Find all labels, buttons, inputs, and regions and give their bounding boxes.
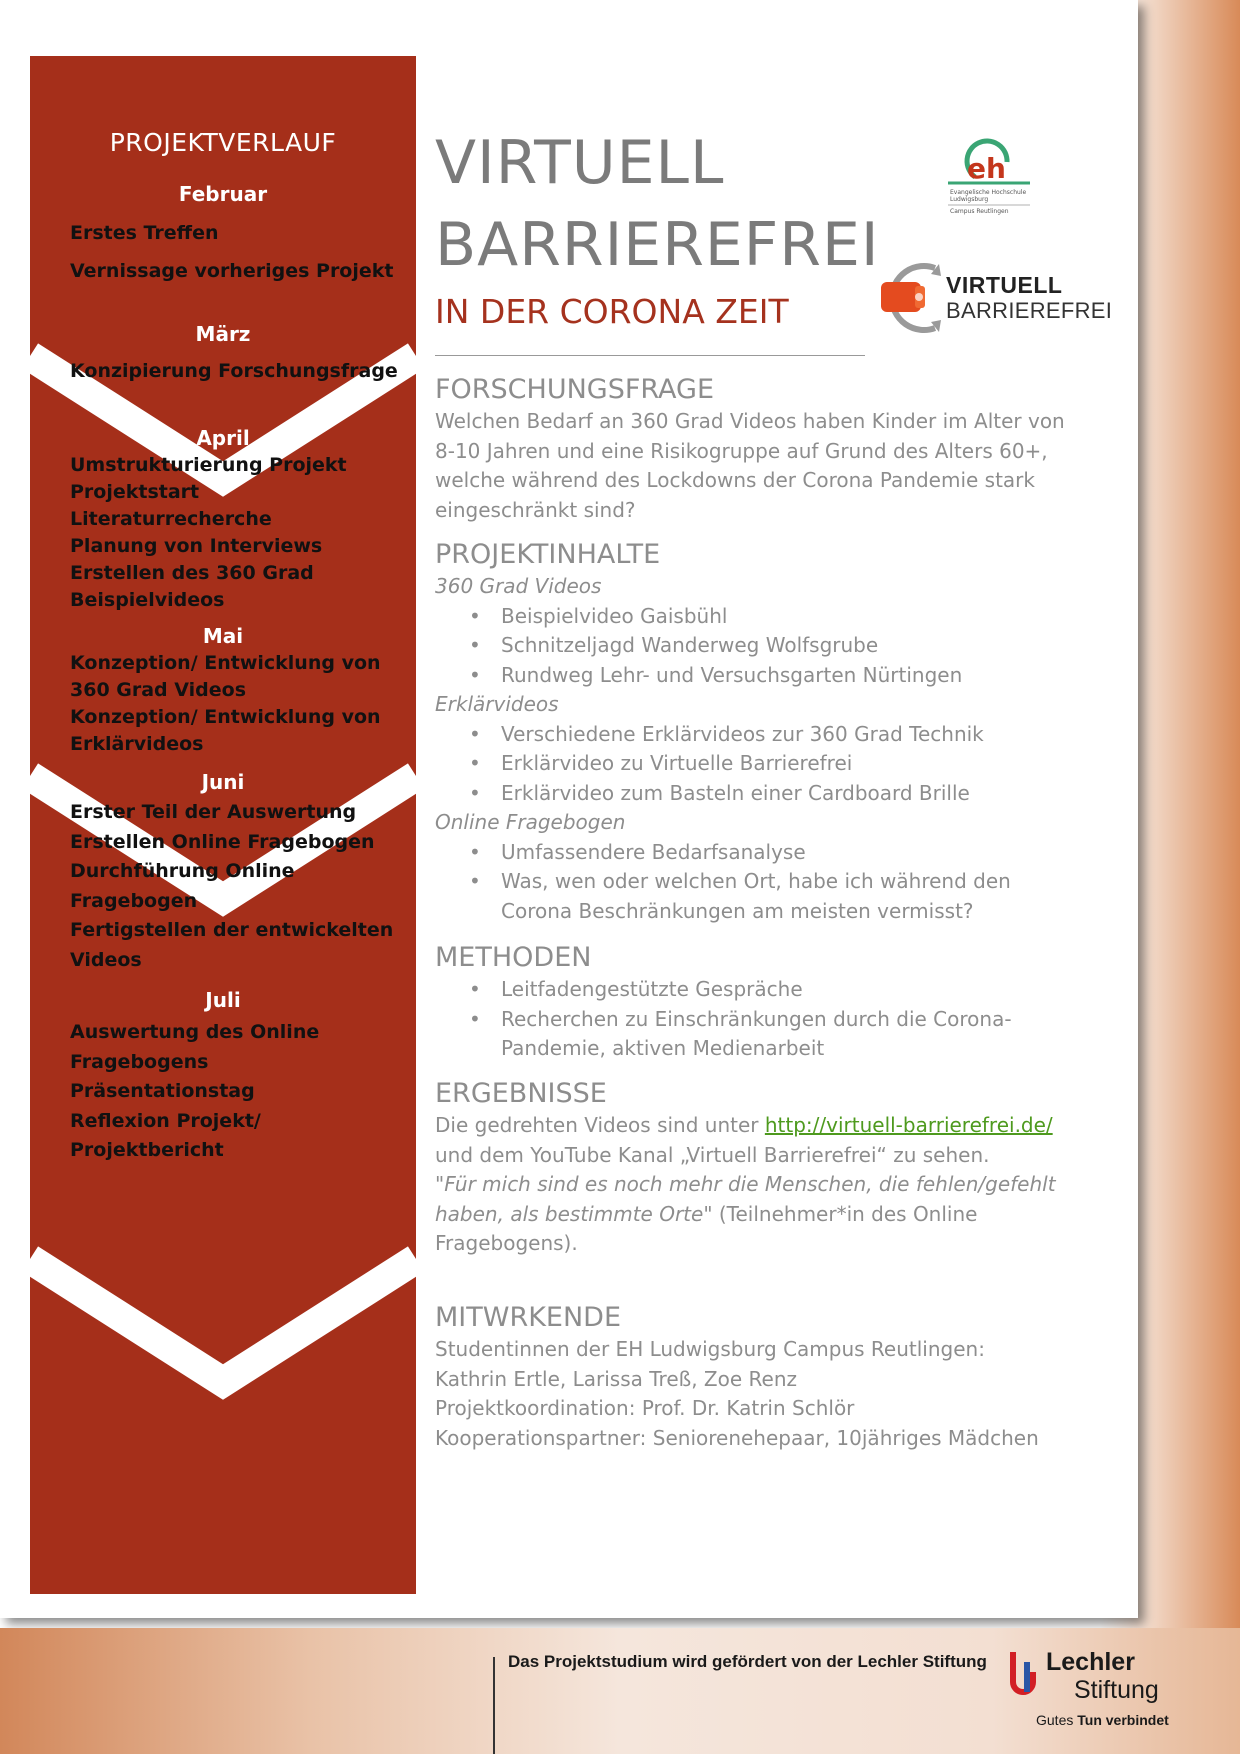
group-label: Erklärvideos: [435, 692, 559, 716]
contributor-line: Studentinnen der EH Ludwigsburg Campus Reutlingen:: [435, 1337, 985, 1361]
timeline-title: PROJEKTVERLAUF: [109, 128, 337, 157]
timeline-item: Projektstart: [70, 481, 200, 503]
page-subtitle: IN DER CORONA ZEIT: [435, 292, 789, 331]
list-item: • Umfassendere Bedarfsanalyse: [435, 838, 1085, 868]
timeline-item: Erstes Treffen: [70, 222, 219, 244]
timeline-item: Literaturrecherche: [70, 508, 272, 530]
contributor-line: Projektkoordination: Prof. Dr. Katrin Schlör: [435, 1396, 855, 1420]
page-title-line2: BARRIEREFREI: [435, 210, 880, 280]
vr-goggles-icon: [875, 260, 955, 336]
timeline-item: Fertigstellen der entwickelten Videos: [70, 919, 394, 971]
website-link[interactable]: http://virtuell-barrierefrei.de/: [764, 1113, 1053, 1137]
month-items-februar: [70, 220, 410, 285]
results-text-after: und dem YouTube Kanal „Virtuell Barrierefrei“ zu sehen.: [435, 1142, 990, 1167]
month-februar: Februar: [178, 182, 268, 206]
month-maerz: März: [195, 322, 251, 346]
page-title-line1: VIRTUELL: [435, 128, 725, 198]
quote-attribution: " (Teilnehmer*in des Online Fragebogens).: [435, 1201, 978, 1255]
list-item: • Verschiedene Erklärvideos zur 360 Grad Technik: [435, 720, 1085, 750]
timeline-item: Präsentationstag: [70, 1080, 255, 1102]
section-heading: ERGEBNISSE: [435, 1078, 607, 1109]
timeline-item: Durchführung Online Fragebogen: [70, 860, 295, 912]
list-item: • Schnitzeljagd Wanderweg Wolfsgrube: [435, 631, 1085, 661]
list-item: • Was, wen oder welchen Ort, habe ich während den Corona Beschränkungen am meisten vermisst?: [435, 867, 1085, 926]
results-text-before: Die gedrehten Videos sind unter: [435, 1113, 765, 1137]
timeline-item: Auswertung des Online Fragebogens: [70, 1021, 320, 1073]
list-item: • Leitfadengestützte Gespräche: [435, 975, 1085, 1005]
lechler-word2: Stiftung: [1074, 1676, 1159, 1704]
group-label: Online Fragebogen: [435, 810, 626, 834]
section-heading: FORSCHUNGSFRAGE: [435, 374, 715, 405]
eh-line1: Evangelische Hochschule: [950, 189, 1027, 196]
timeline-item: Planung von Interviews: [70, 535, 323, 557]
bullet-list: [435, 975, 1085, 1064]
eh-logo-icon: [945, 132, 1035, 222]
contributor-line: Kathrin Ertle, Larissa Treß, Zoe Renz: [435, 1366, 798, 1391]
list-item: • Beispielvideo Gaisbühl: [435, 602, 1085, 632]
section-heading: PROJEKTINHALTE: [435, 539, 661, 570]
slogan-part2: Tun verbindet: [1077, 1712, 1169, 1728]
section-ergebnisse: [435, 1077, 1085, 1259]
timeline-item: Konzeption/ Entwicklung von Erklärvideos: [70, 706, 381, 755]
bullet-list: [435, 838, 1085, 927]
eh-line2: Ludwigsburg: [950, 196, 989, 203]
list-item: • Erklärvideo zu Virtuelle Barrierefrei: [435, 749, 1085, 779]
quote-text: "Für mich sind es noch mehr die Menschen, die fehlen/gefehlt haben, als bestimmte Orte: [435, 1172, 1056, 1226]
quote: [435, 1170, 1085, 1259]
timeline-item: Umstrukturierung Projekt: [70, 454, 347, 476]
section-projektinhalte: [435, 538, 1085, 926]
list-item: • Erklärvideo zum Basteln einer Cardboard Brille: [435, 779, 1085, 809]
results-text: [435, 1111, 1085, 1170]
slogan-part1: Gutes: [1036, 1712, 1078, 1728]
section-forschungsfrage: [435, 373, 1085, 525]
contributor-line: Kooperationspartner: Seniorenehepaar, 10jähriges Mädchen: [435, 1425, 1039, 1450]
timeline-item: Erstellen Online Fragebogen: [70, 830, 375, 853]
lechler-mark-icon: [1005, 1648, 1045, 1704]
month-april: April: [196, 426, 250, 450]
timeline-item: Vernissage vorheriges Projekt: [70, 260, 394, 282]
month-items-juli: [70, 1018, 410, 1166]
bullet-list: [435, 602, 1085, 691]
vb-logo-word1: VIRTUELL: [946, 272, 1063, 298]
month-juni: Juni: [201, 770, 245, 794]
eh-line3: Campus Reutlingen: [950, 208, 1009, 215]
bullet-list: [435, 720, 1085, 809]
list-item: • Rundweg Lehr- und Versuchsgarten Nürtingen: [435, 661, 1085, 691]
month-items-mai: [70, 650, 410, 758]
vb-logo: [875, 260, 955, 336]
month-items-maerz: [70, 358, 410, 385]
section-mitwirkende: [435, 1301, 1085, 1453]
month-items-april: [70, 452, 410, 614]
month-items-juni: [70, 798, 410, 975]
month-juli: Juli: [205, 988, 241, 1012]
timeline-item: Konzipierung Forschungsfrage: [70, 360, 398, 382]
timeline-item: Erstellen des 360 Grad Beispielvideos: [70, 562, 314, 611]
eh-logo: [945, 132, 1035, 222]
research-question: Welchen Bedarf an 360 Grad Videos haben Kinder im Alter von 8-10 Jahren und eine Risikogruppe auf Grund des Alters 60+, welche während des Lockdowns der Corona Pandemie stark eingeschränkt sind?: [435, 409, 1065, 522]
list-item: • Recherchen zu Einschränkungen durch die Corona-Pandemie, aktiven Medienarbeit: [435, 1005, 1085, 1064]
vb-logo-word2: BARRIEREFREI: [946, 298, 1113, 323]
footer-divider: [493, 1657, 495, 1754]
svg-text:eh: eh: [967, 152, 1006, 185]
timeline-item: Reflexion Projekt/ Projektbericht: [70, 1109, 261, 1161]
section-heading: MITWRKENDE: [435, 1302, 622, 1333]
timeline-item: Konzeption/ Entwicklung von 360 Grad Videos: [70, 652, 381, 701]
group-label: 360 Grad Videos: [435, 574, 602, 598]
month-mai: Mai: [202, 624, 244, 648]
section-heading: METHODEN: [435, 942, 592, 973]
section-methoden: [435, 941, 1085, 1064]
footer-sponsor-text: Das Projektstudium wird gefördert von der Lechler Stiftung: [508, 1652, 987, 1671]
lechler-word1: Lechler: [1046, 1648, 1135, 1676]
title-divider: [435, 355, 865, 356]
timeline-item: Erster Teil der Auswertung: [70, 801, 357, 823]
lechler-slogan: [1036, 1712, 1169, 1728]
